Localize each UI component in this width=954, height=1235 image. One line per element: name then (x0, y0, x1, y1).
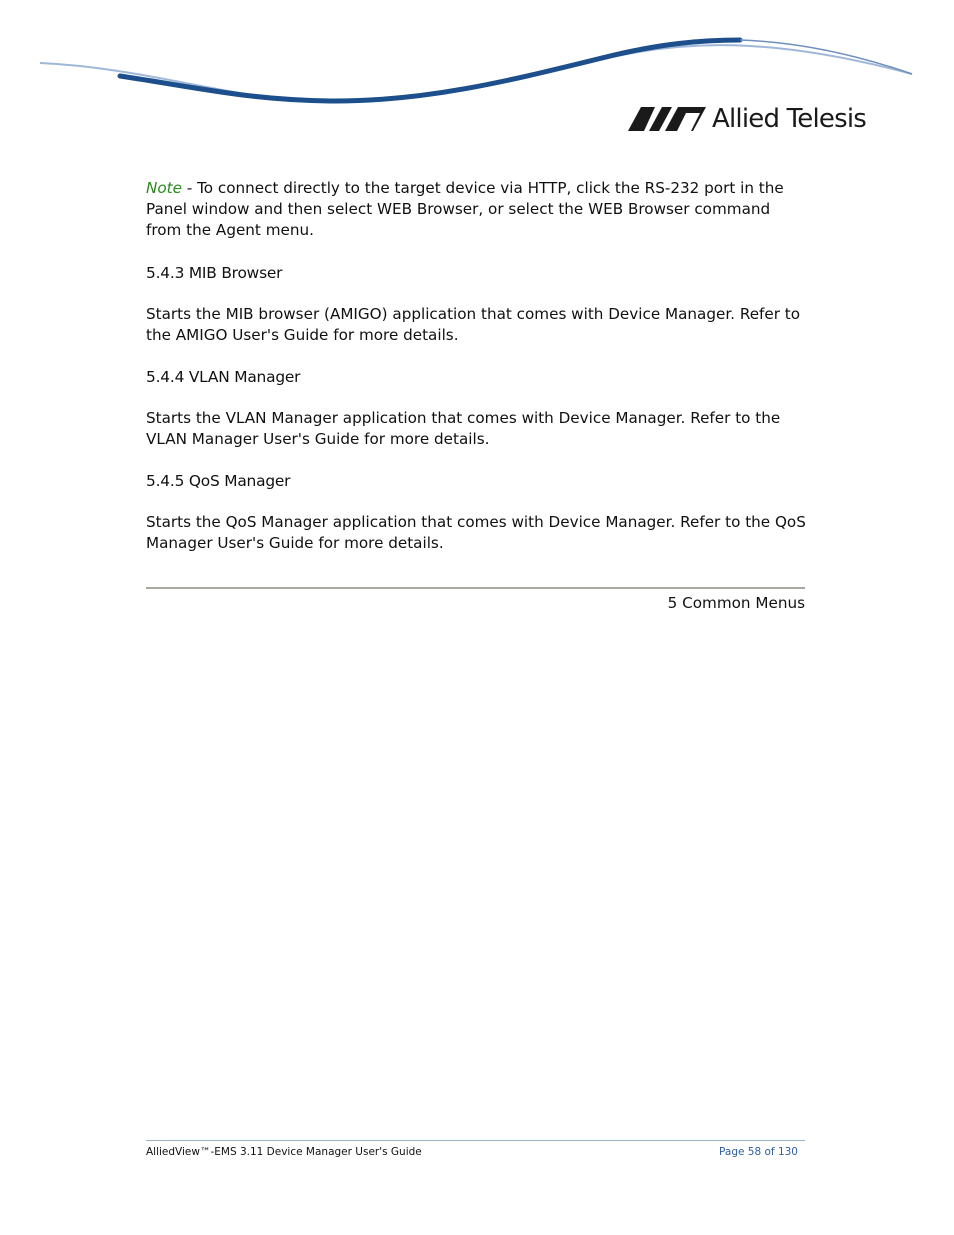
section-body-vlan-manager: Starts the VLAN Manager application that comes with Device Manager. Refer to the VLAN Manager User's Guide for more details. (146, 409, 781, 448)
footer-page-number: Page 58 of 130 (719, 1146, 798, 1158)
footer-divider (146, 1140, 805, 1141)
section-heading-vlan-manager: 5.4.4 VLAN Manager (146, 368, 301, 386)
chapter-label: 5 Common Menus (667, 594, 805, 612)
chapter-divider (146, 587, 805, 589)
note-text: - To connect directly to the target device via HTTP, click the RS-232 port in the Panel window and then select WEB Browser, or select the WEB Browser command from the Agent menu. (146, 179, 784, 239)
logo-mark-icon (628, 107, 706, 131)
page-content (146, 178, 808, 554)
logo-wordmark: Allied Telesis (712, 104, 867, 134)
section-heading-mib-browser: 5.4.3 MIB Browser (146, 264, 283, 282)
header-swoosh (0, 0, 954, 160)
note-label: Note (146, 179, 182, 197)
note-paragraph (146, 178, 808, 241)
section-body-qos-manager: Starts the QoS Manager application that comes with Device Manager. Refer to the QoS Manager User's Guide for more details. (146, 513, 806, 552)
company-logo (628, 102, 866, 136)
section-heading-qos-manager: 5.4.5 QoS Manager (146, 472, 291, 490)
footer-doc-title: AlliedView™-EMS 3.11 Device Manager User's Guide (146, 1146, 422, 1158)
section-body-mib-browser: Starts the MIB browser (AMIGO) application that comes with Device Manager. Refer to the AMIGO User's Guide for more details. (146, 305, 801, 344)
